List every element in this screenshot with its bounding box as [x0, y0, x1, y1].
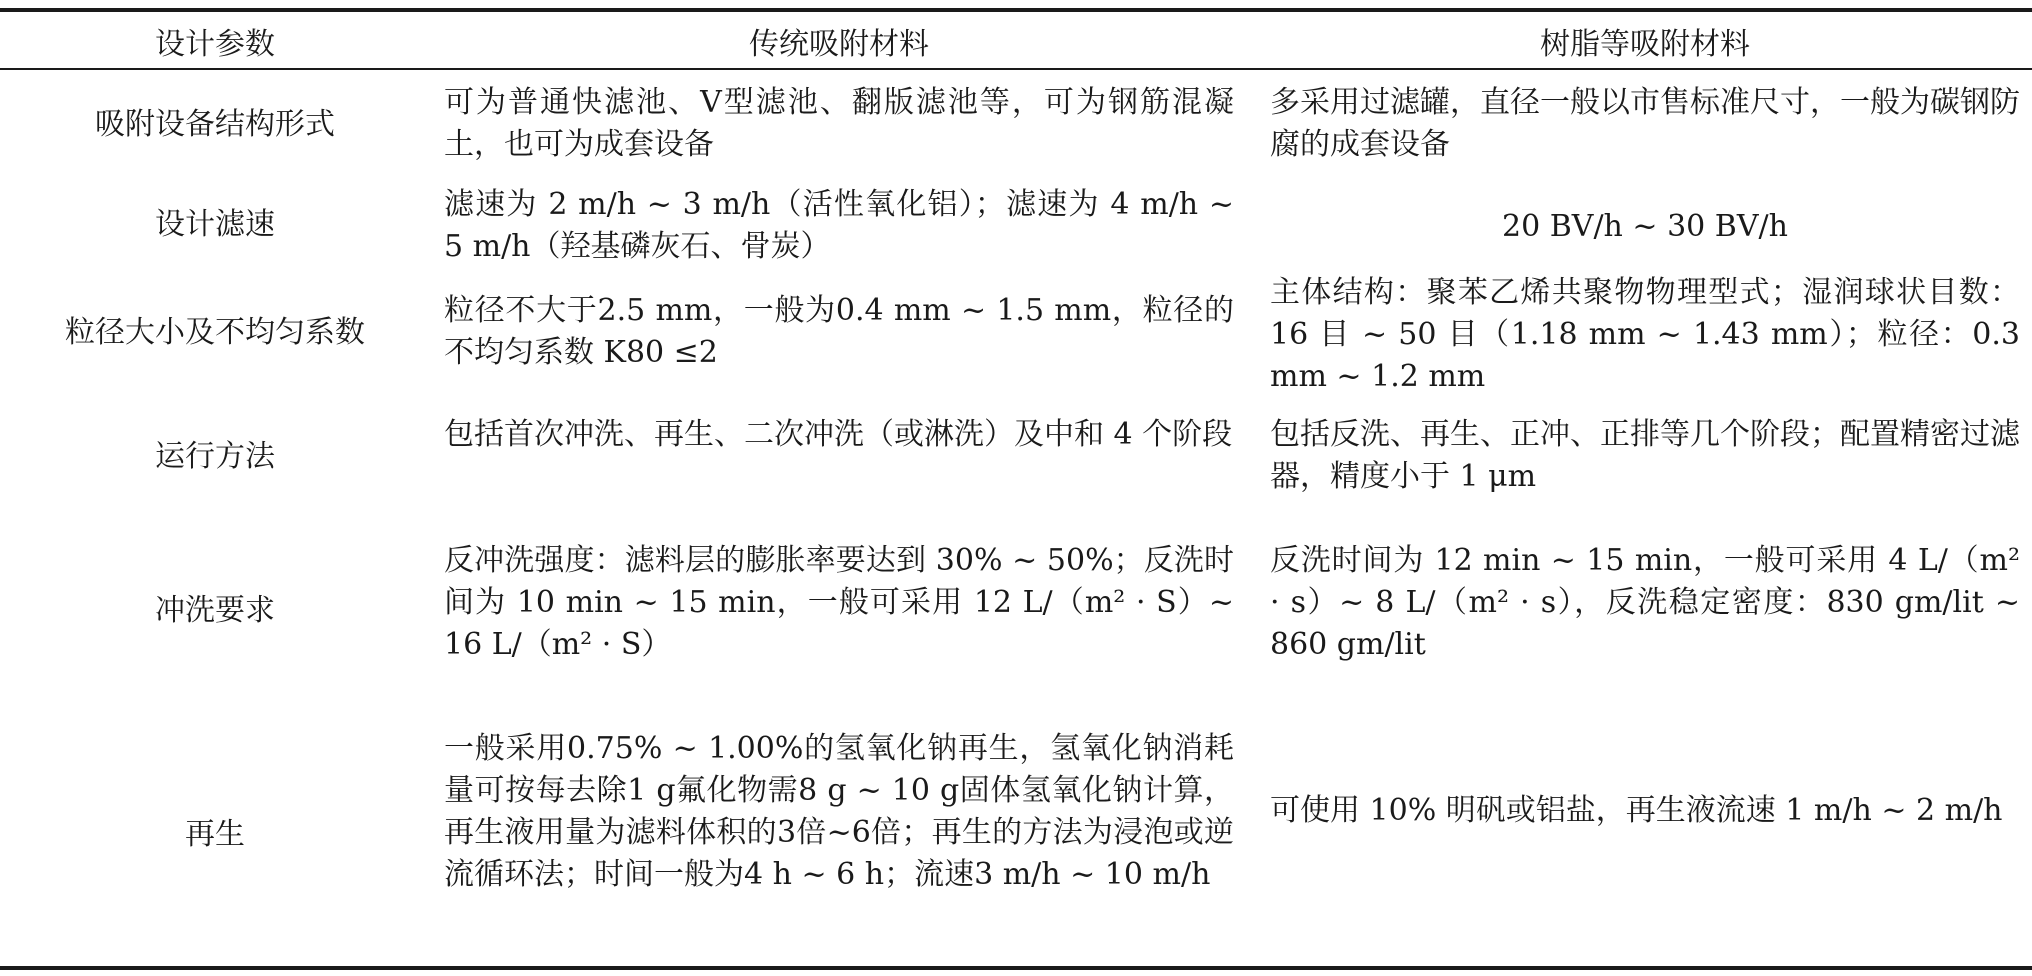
row-6-traditional: 一般采用0.75% ~ 1.00%的氢氧化钠再生，氢氧化钠消耗量可按每去除1 g氟化物需8 g ~ 10 g固体氢氧化钠计算，再生液用量为滤料体积的3倍~6倍；再生的方法为浸泡或逆流循环法；时间一般为4 h ~ 6 h；流速3 m/h ~ 10 m/h — [444, 731, 1234, 892]
row-3-param: 粒径大小及不均匀系数 — [65, 315, 365, 350]
row-2-resin: 20 BV/h ~ 30 BV/h — [1502, 209, 1788, 244]
table-header-rule — [0, 68, 2032, 70]
row-6-param: 再生 — [185, 817, 245, 852]
row-5-traditional: 反冲洗强度：滤料层的膨胀率要达到 30% ~ 50%；反洗时间为 10 min ~ 15 min，一般可采用 12 L/（m² · S）~ 16 L/（m² · S） — [444, 543, 1244, 662]
row-6-resin: 可使用 10% 明矾或铝盐，再生液流速 1 m/h ~ 2 m/h — [1270, 793, 2003, 828]
row-2-traditional: 滤速为 2 m/h ~ 3 m/h（活性氧化铝）；滤速为 4 m/h ~ 5 m/h（羟基磷灰石、骨炭） — [444, 187, 1244, 264]
row-5-resin: 反洗时间为 12 min ~ 15 min，一般可采用 4 L/（m² · s）~ 8 L/（m² · s），反洗稳定密度：830 gm/lit ~ 860 gm/lit — [1270, 543, 2030, 662]
header-resin-adsorbent: 树脂等吸附材料 — [1540, 27, 1750, 62]
row-1-resin: 多采用过滤罐，直径一般以市售标准尺寸，一般为碳钢防腐的成套设备 — [1270, 85, 2020, 162]
row-3-traditional: 粒径不大于2.5 mm，一般为0.4 mm ~ 1.5 mm，粒径的不均匀系数 K80 ≤2 — [444, 293, 1234, 370]
header-traditional-adsorbent: 传统吸附材料 — [749, 27, 929, 62]
row-2-param: 设计滤速 — [155, 207, 275, 242]
row-4-traditional: 包括首次冲洗、再生、二次冲洗（或淋洗）及中和 4 个阶段 — [444, 417, 1233, 452]
row-1-traditional: 可为普通快滤池、V型滤池、翻版滤池等，可为钢筋混凝土，也可为成套设备 — [444, 85, 1234, 162]
header-design-parameter: 设计参数 — [155, 27, 275, 62]
row-5-param: 冲洗要求 — [155, 593, 275, 628]
row-4-param: 运行方法 — [155, 439, 275, 474]
table-bottom-rule — [0, 966, 2032, 970]
row-3-resin: 主体结构：聚苯乙烯共聚物物理型式；湿润球状目数：16 目 ~ 50 目（1.18 mm ~ 1.43 mm）；粒径：0.3 mm ~ 1.2 mm — [1270, 275, 2030, 394]
row-1-param: 吸附设备结构形式 — [95, 107, 335, 142]
row-4-resin: 包括反洗、再生、正冲、正排等几个阶段；配置精密过滤器，精度小于 1 μm — [1270, 417, 2020, 494]
table-top-rule — [0, 8, 2032, 12]
